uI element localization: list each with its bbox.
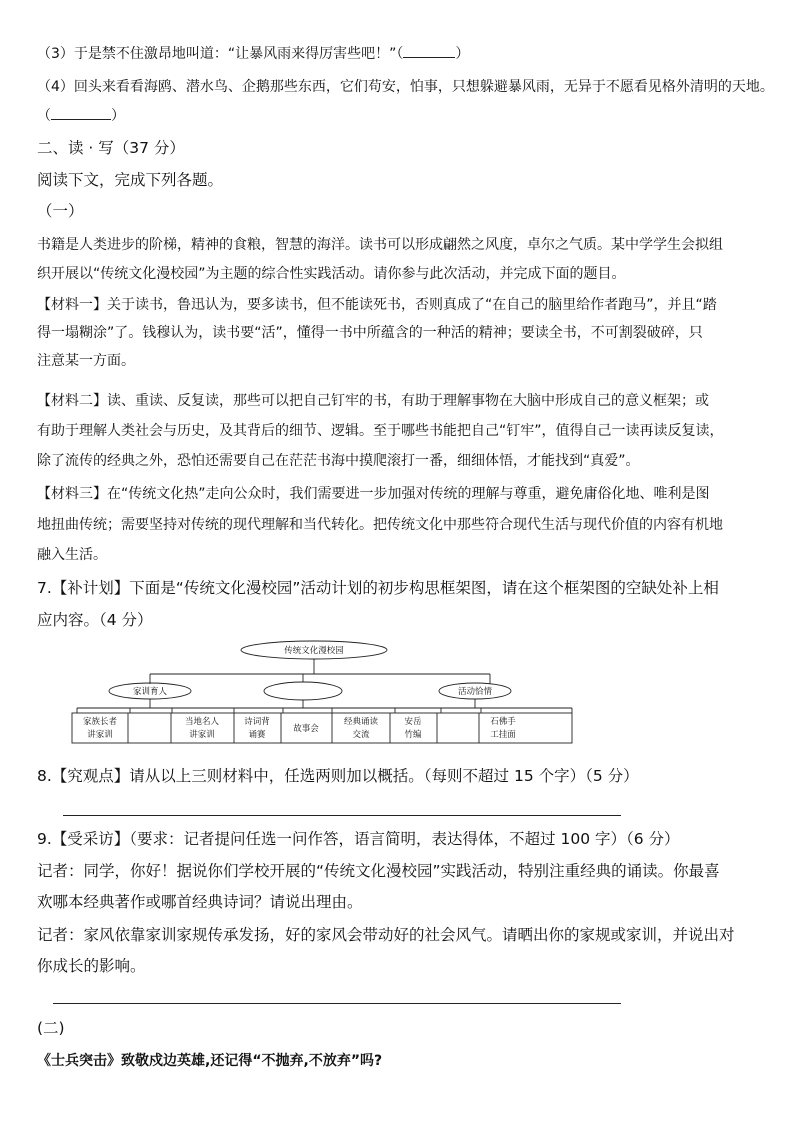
part-one-label: （一） xyxy=(37,202,84,220)
q3-text: （3）于是禁不住激昂地叫道：“让暴风雨来得厉害些吧！”（ xyxy=(37,46,404,62)
material-1-line-2: 得一塌糊涂”了。钱穆认为，读书要“活”，懂得一书中所蕴含的一种活的精神；要读全书，不可割裂破碎，只 xyxy=(37,325,703,341)
leaf-label: 诗词背 xyxy=(244,717,270,727)
reporter-question-2-line-1: 记者：家风依靠家训家规传承发扬，好的家风会带动好的社会风气。请晒出你的家规或家训，并说出对 xyxy=(37,926,735,944)
leaf-label: 故事会 xyxy=(293,724,319,734)
material-1-line-3: 注意某一方面。 xyxy=(37,353,135,369)
question-7-line-2: 应内容。（4 分） xyxy=(37,611,153,629)
reporter-question-1-line-1: 记者：同学，你好！据说你们学校开展的“传统文化漫校园”实践活动，特别注重经典的诵读。你最喜 xyxy=(37,862,720,880)
intro-line-2: 织开展以“传统文化漫校园”为主题的综合性实践活动。请你参与此次活动，并完成下面的题目。 xyxy=(37,266,626,282)
question-9: 9.【受采访】（要求：记者提问任选一问作答，语言简明，表达得体，不超过 100 字）（6 分） xyxy=(37,830,680,848)
answer-line-q9[interactable] xyxy=(53,1003,621,1004)
answer-blank[interactable] xyxy=(51,119,111,120)
answer-blank[interactable] xyxy=(403,57,455,58)
reporter-question-2-line-2: 你成长的影响。 xyxy=(37,957,146,975)
branch-label-family: 家训育人 xyxy=(132,687,168,697)
leaf-label: 讲家训 xyxy=(87,730,113,740)
branch-node-blank[interactable] xyxy=(264,682,342,700)
leaf-label: 家族长者 xyxy=(82,717,118,727)
root-label: 传统文化漫校园 xyxy=(284,646,344,656)
leaf-label: 工挂面 xyxy=(490,730,516,740)
leaf-label: 讲家训 xyxy=(189,730,215,740)
reading-instruction: 阅读下文，完成下列各题。 xyxy=(37,171,224,189)
q4-close: ） xyxy=(111,108,125,124)
question-3-line xyxy=(37,44,469,64)
leaf-label: 诵赛 xyxy=(248,730,266,740)
leaf-label: 交流 xyxy=(352,730,370,740)
activity-framework-diagram xyxy=(70,638,580,748)
intro-line-1: 书籍是人类进步的阶梯，精神的食粮，智慧的海洋。读书可以形成翩然之风度，卓尔之气质。某中学学生会拟组 xyxy=(37,237,723,253)
article-title: 《士兵突击》致敬戍边英雄,还记得“不抛弃,不放弃”吗? xyxy=(37,1053,383,1069)
material-2-line-2: 有助于理解人类社会与历史，及其背后的细节、逻辑。至于哪些书能把自己“钉牢”，值得自己一读再读反复读， xyxy=(37,423,724,439)
material-2-line-1: 【材料二】读、重读、反复读，那些可以把自己钉牢的书，有助于理解事物在大脑中形成自己的意义框架；或 xyxy=(37,393,709,409)
question-8: 8.【究观点】请从以上三则材料中，任选两则加以概括。（每则不超过 15 个字）（5 分） xyxy=(37,767,639,785)
part-two-label: (二) xyxy=(37,1019,65,1037)
question-4-line: （4）回头来看看海鸥、潜水鸟、企鹅那些东西，它们苟安，怕事，只想躲避暴风雨，无异于不愿看见格外清明的天地。 xyxy=(37,79,774,95)
material-1-line-1: 【材料一】关于读书，鲁迅认为，要多读书，但不能读死书，否则真成了“在自己的脑里给作者跑马”，并且“踏 xyxy=(37,297,717,313)
q3-close: ） xyxy=(455,46,470,62)
leaf-label: 竹编 xyxy=(404,730,422,740)
leaf-label: 安岳 xyxy=(404,717,422,727)
question-4-answer-line: （ ） xyxy=(37,108,125,124)
answer-line-q8[interactable] xyxy=(63,815,621,816)
section-title: 二、读 · 写（37 分） xyxy=(37,139,185,157)
leaf-label: 石佛手 xyxy=(490,717,516,727)
material-3-line-2: 地扭曲传统；需要坚持对传统的现代理解和当代转化。把传统文化中那些符合现代生活与现代价值的内容有机地 xyxy=(37,517,723,533)
question-7-line-1: 7.【补计划】下面是“传统文化漫校园”活动计划的初步构思框架图，请在这个框架图的空缺处补上相 xyxy=(37,579,719,597)
leaf-label: 经典诵读 xyxy=(343,717,379,727)
material-3-line-1: 【材料三】在“传统文化热”走向公众时，我们需要进一步加强对传统的理解与尊重，避免庸俗化地、唯利是图 xyxy=(37,486,710,502)
leaf-label: 当地名人 xyxy=(184,717,220,727)
branch-label-activity: 活动恰情 xyxy=(457,687,493,697)
material-2-line-3: 除了流传的经典之外，恐怕还需要自己在茫茫书海中摸爬滚打一番，细细体悟，才能找到“真爱”。 xyxy=(37,453,640,469)
reporter-question-1-line-2: 欢哪本经典著作或哪首经典诗词？请说出理由。 xyxy=(37,893,363,911)
material-3-line-3: 融入生活。 xyxy=(37,547,107,563)
